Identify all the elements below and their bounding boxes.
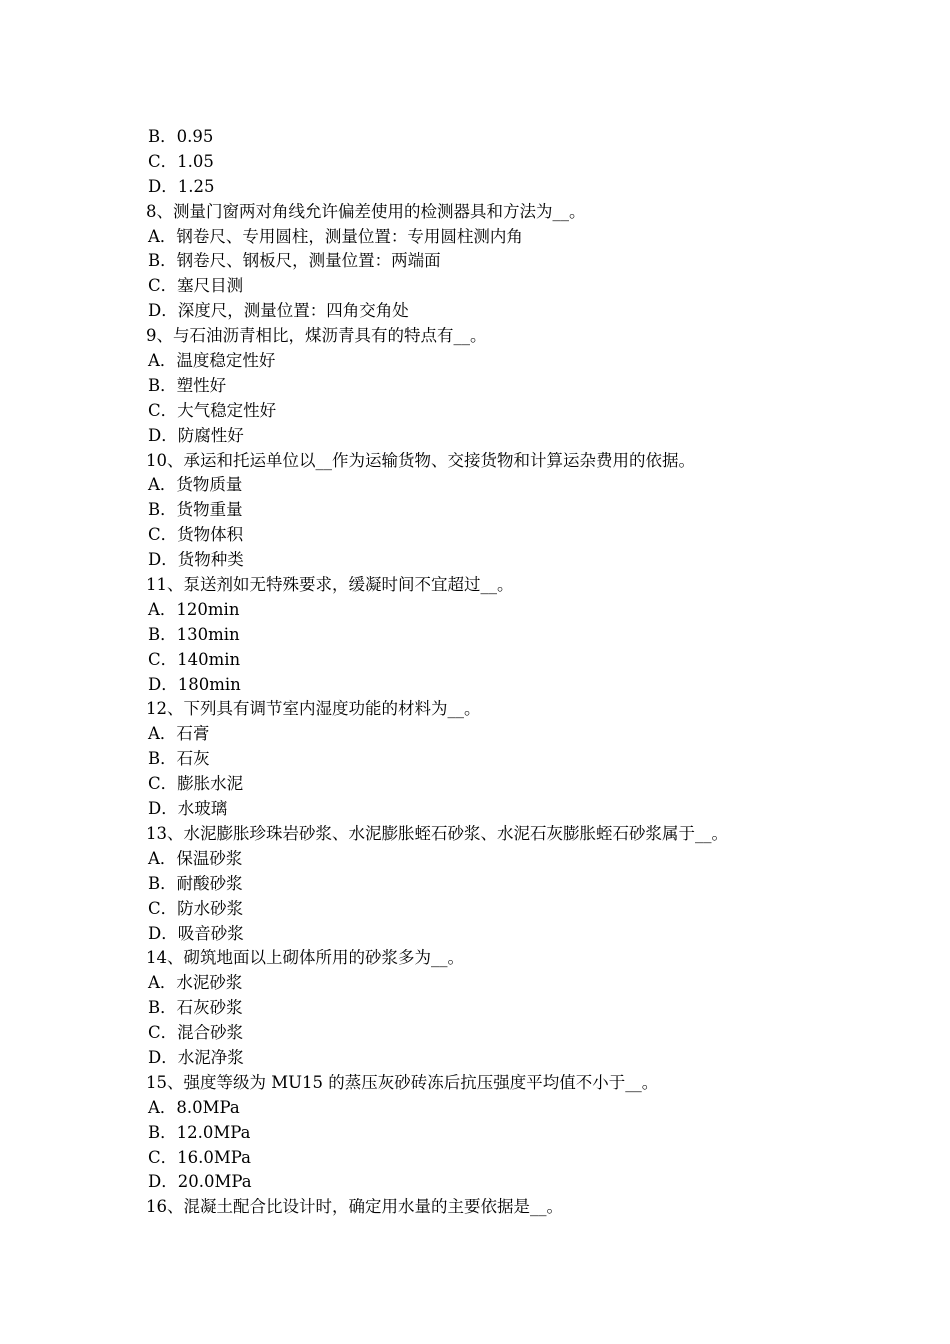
answer-option: D．水玻璃: [148, 799, 228, 819]
question-list: [146, 125, 916, 1220]
question-stem-10: 10、承运和托运单位以__作为运输货物、交接货物和计算运杂费用的依据。: [146, 450, 695, 470]
question-stem-15: 15、强度等级为 MU15 的蒸压灰砂砖冻后抗压强度平均值不小于__。: [146, 1072, 659, 1092]
answer-option: B．130min: [148, 624, 240, 644]
answer-option: B．耐酸砂浆: [148, 873, 243, 893]
answer-option: A．120min: [148, 599, 240, 619]
question-stem-11: 11、泵送剂如无特殊要求，缓凝时间不宜超过__。: [146, 575, 514, 595]
answer-option: C．防水砂浆: [148, 898, 244, 918]
answer-option: C．大气稳定性好: [148, 400, 277, 420]
answer-option: C．16.0MPa: [148, 1147, 251, 1167]
answer-option: B．货物重量: [148, 500, 243, 520]
question-stem-14: 14、砌筑地面以上砌体所用的砂浆多为__。: [146, 948, 464, 968]
answer-option: A．货物质量: [148, 475, 243, 495]
answer-option: B．塑性好: [148, 375, 227, 395]
answer-option: A．8.0MPa: [148, 1097, 240, 1117]
answer-option: D．货物种类: [148, 550, 244, 570]
answer-option: D．1.25: [148, 176, 215, 196]
answer-option: D．180min: [148, 674, 241, 694]
answer-option: A．钢卷尺、专用圆柱，测量位置：专用圆柱测内角: [148, 226, 523, 246]
question-stem-13: 13、水泥膨胀珍珠岩砂浆、水泥膨胀蛭石砂浆、水泥石灰膨胀蛭石砂浆属于__。: [146, 823, 728, 843]
answer-option: C．膨胀水泥: [148, 774, 244, 794]
answer-option: B．石灰: [148, 749, 210, 769]
answer-option: C．货物体积: [148, 525, 244, 545]
answer-option: C．140min: [148, 649, 241, 669]
answer-option: D．20.0MPa: [148, 1172, 252, 1192]
answer-option: D．吸音砂浆: [148, 923, 244, 943]
answer-option: A．水泥砂浆: [148, 973, 243, 993]
question-stem-9: 9、与石油沥青相比，煤沥青具有的特点有__。: [146, 326, 487, 346]
answer-option: D．防腐性好: [148, 425, 244, 445]
answer-option: C．混合砂浆: [148, 1023, 244, 1043]
answer-option: D．深度尺，测量位置：四角交角处: [148, 301, 409, 321]
question-stem-8: 8、测量门窗两对角线允许偏差使用的检测器具和方法为__。: [146, 201, 586, 221]
question-stem-12: 12、下列具有调节室内湿度功能的材料为__。: [146, 699, 481, 719]
answer-option: D．水泥净浆: [148, 1047, 244, 1067]
answer-option: A．保温砂浆: [148, 848, 243, 868]
answer-option: A．温度稳定性好: [148, 351, 276, 371]
answer-option: C．塞尺目测: [148, 276, 244, 296]
answer-option: B．12.0MPa: [148, 1122, 251, 1142]
answer-option: B．石灰砂浆: [148, 998, 243, 1018]
answer-option: B．0.95: [148, 127, 214, 146]
question-stem-16: 16、混凝土配合比设计时，确定用水量的主要依据是__。: [146, 1197, 563, 1217]
answer-option: A．石膏: [148, 724, 210, 744]
answer-option: B．钢卷尺、钢板尺，测量位置：两端面: [148, 251, 441, 271]
answer-option: C．1.05: [148, 151, 214, 171]
